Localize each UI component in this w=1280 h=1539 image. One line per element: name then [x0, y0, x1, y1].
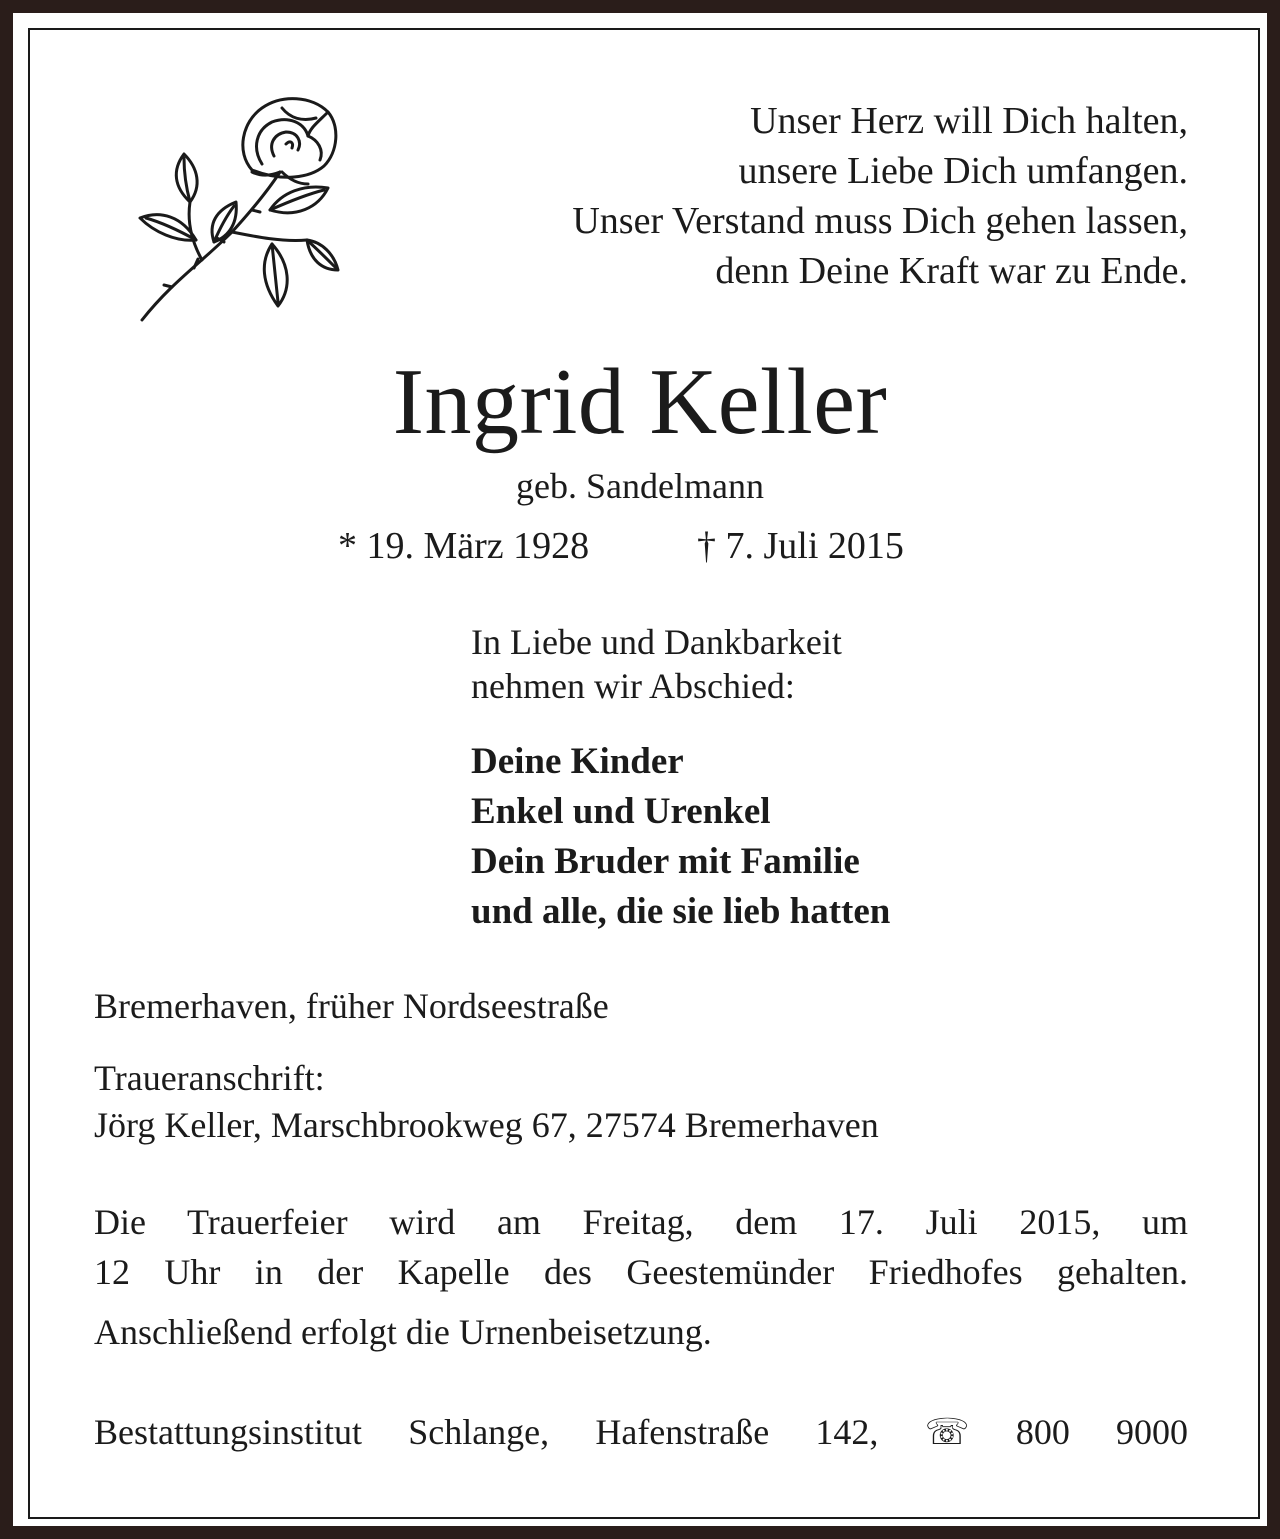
- poem-line: unsere Liebe Dich umfangen.: [738, 150, 1188, 192]
- mourning-address-value: Jörg Keller, Marschbrookweg 67, 27574 Bremerhaven: [94, 1105, 879, 1145]
- ceremony-line: Die Trauerfeier wird am Freitag, dem 17. Juli 2015, um: [94, 1202, 1188, 1242]
- undertaker-info: Bestattungsinstitut Schlange, Hafenstraße 142, ☏ 800 9000: [94, 1412, 1188, 1452]
- mourner-line: Enkel und Urenkel: [471, 791, 771, 832]
- poem-line: Unser Herz will Dich halten,: [750, 100, 1188, 142]
- birth-name: geb. Sandelmann: [516, 466, 764, 506]
- deceased-name: Ingrid Keller: [392, 350, 888, 454]
- mourning-address: [94, 1055, 879, 1149]
- death-date: † 7. Juli 2015: [697, 525, 904, 567]
- poem-line: Unser Verstand muss Dich gehen lassen,: [572, 200, 1188, 242]
- mourners-list: [471, 737, 890, 937]
- mourning-address-label: Traueranschrift:: [94, 1058, 325, 1098]
- mourner-line: und alle, die sie lieb hatten: [471, 891, 891, 932]
- poem-line: denn Deine Kraft war zu Ende.: [715, 250, 1188, 292]
- farewell-text: [471, 620, 842, 708]
- ceremony-line: Anschließend erfolgt die Urnenbeisetzung.: [94, 1312, 712, 1352]
- farewell-line: In Liebe und Dankbarkeit: [471, 622, 842, 662]
- memorial-poem: [572, 96, 1188, 296]
- mourner-line: Deine Kinder: [471, 741, 684, 782]
- mourner-line: Dein Bruder mit Familie: [471, 841, 860, 882]
- ceremony-line: 12 Uhr in der Kapelle des Geestemünder Friedhofes gehalten.: [94, 1252, 1188, 1292]
- birth-date: * 19. März 1928: [338, 525, 590, 567]
- rose-icon: [132, 92, 344, 328]
- ceremony-details: [94, 1197, 1188, 1357]
- place-of-residence: Bremerhaven, früher Nordseestraße: [94, 986, 609, 1026]
- farewell-line: nehmen wir Abschied:: [471, 666, 795, 706]
